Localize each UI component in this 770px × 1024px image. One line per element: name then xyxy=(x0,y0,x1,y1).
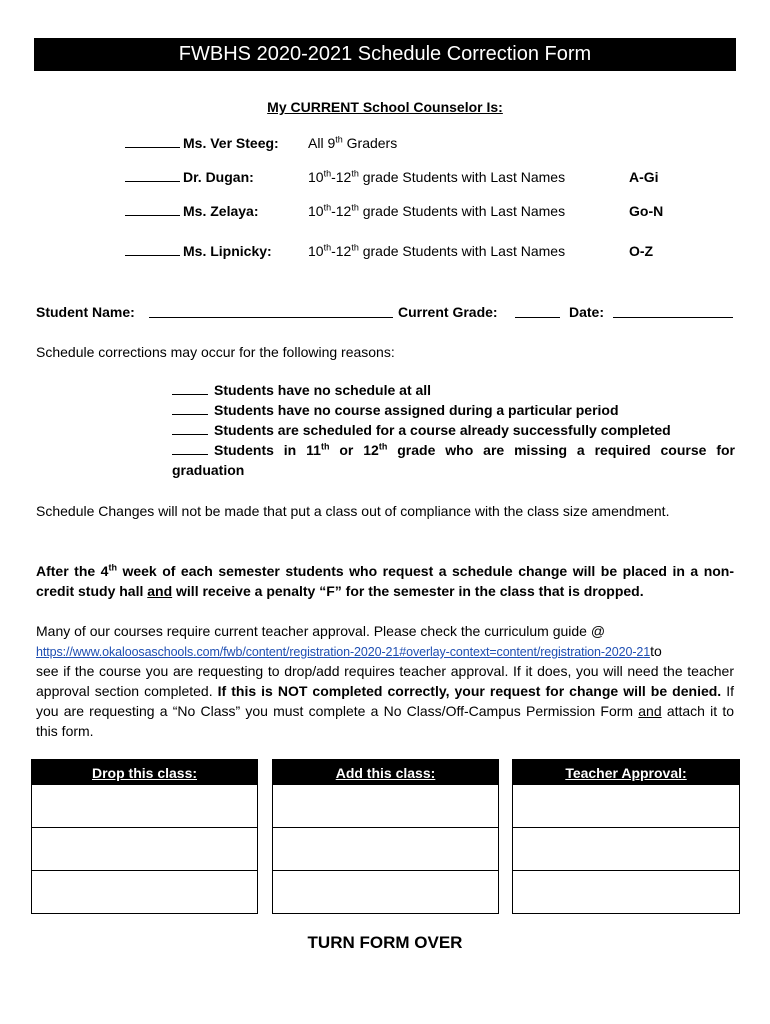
teacher-approval-table xyxy=(512,759,740,914)
counselor-description: 10th-12th grade Students with Last Names xyxy=(308,242,566,259)
drop-class-cell[interactable] xyxy=(32,784,257,827)
counselor-row xyxy=(0,167,770,187)
reason-item: Students are scheduled for a course already successfully completed xyxy=(172,420,735,440)
counselor-description: All 9th Graders xyxy=(308,134,398,151)
reason-check-blank[interactable] xyxy=(172,421,208,435)
counselor-heading: My CURRENT School Counselor Is: xyxy=(267,99,503,115)
counselor-check-blank[interactable] xyxy=(125,147,180,148)
drop-class-header: Drop this class: xyxy=(32,760,257,784)
teacher-approval-cell[interactable] xyxy=(513,827,739,870)
counselor-last-name-range: O-Z xyxy=(629,243,654,259)
add-class-cell[interactable] xyxy=(273,827,498,870)
counselor-row xyxy=(0,241,770,261)
drop-class-table xyxy=(31,759,258,914)
penalty-notice: After the 4th week of each semester students who request a schedule change will be placed in a non-credit study hall and will receive a penalty “F” for the semester in the class that is dropped. xyxy=(36,562,735,599)
counselor-description: 10th-12th grade Students with Last Names xyxy=(308,168,566,185)
counselor-name: Dr. Dugan: xyxy=(183,169,254,185)
reason-item: Students have no schedule at all xyxy=(172,380,735,400)
reasons-intro: Schedule corrections may occur for the following reasons: xyxy=(36,344,395,360)
add-class-cell[interactable] xyxy=(273,784,498,827)
curriculum-guide-link[interactable]: https://www.okaloosaschools.com/fwb/content/registration-2020-21#overlay-context=content/registration-2020-21 xyxy=(36,645,651,659)
reason-item: Students in 11th or 12th grade who are missing a required course for graduation xyxy=(172,441,735,478)
reasons-list xyxy=(172,380,735,480)
counselor-description: 10th-12th grade Students with Last Names xyxy=(308,202,566,219)
student-name-label: Student Name: xyxy=(36,304,135,320)
counselor-last-name-range: A-Gi xyxy=(629,169,659,185)
approval-note-body: see if the course you are requesting to drop/add requires teacher approval. If it does, you will need the teacher approval section completed. If this is NOT completed correctly, your request for change will be denied. If you are requesting a “No Class” you must complete a No Class/Off-Campus Permission Form and attach it to this form. xyxy=(36,663,735,739)
reason-check-blank[interactable] xyxy=(172,441,208,455)
link-suffix: to xyxy=(650,643,662,659)
student-name-field[interactable] xyxy=(149,317,393,318)
drop-class-cell[interactable] xyxy=(32,827,257,870)
approval-note-line1: Many of our courses require current teacher approval. Please check the curriculum guide @ xyxy=(36,623,606,639)
reason-check-blank[interactable] xyxy=(172,381,208,395)
class-size-note: Schedule Changes will not be made that put a class out of compliance with the class size amendment. xyxy=(36,503,670,519)
date-field[interactable] xyxy=(613,317,733,318)
add-class-table xyxy=(272,759,499,914)
curriculum-link-line xyxy=(36,641,736,662)
counselor-name: Ms. Zelaya: xyxy=(183,203,259,219)
current-grade-label: Current Grade: xyxy=(398,304,498,320)
teacher-approval-cell[interactable] xyxy=(513,784,739,827)
teacher-approval-cell[interactable] xyxy=(513,870,739,913)
counselor-check-blank[interactable] xyxy=(125,215,180,216)
counselor-check-blank[interactable] xyxy=(125,255,180,256)
add-class-header: Add this class: xyxy=(273,760,498,784)
add-class-cell[interactable] xyxy=(273,870,498,913)
turn-form-over: TURN FORM OVER xyxy=(307,933,463,952)
counselor-name: Ms. Ver Steeg: xyxy=(183,135,279,151)
counselor-row xyxy=(0,201,770,221)
reason-item: Students have no course assigned during a particular period xyxy=(172,400,735,420)
drop-class-cell[interactable] xyxy=(32,870,257,913)
teacher-approval-header: Teacher Approval: xyxy=(513,760,739,784)
student-info-row xyxy=(36,302,736,322)
counselor-name: Ms. Lipnicky: xyxy=(183,243,272,259)
counselor-last-name-range: Go-N xyxy=(629,203,664,219)
reason-check-blank[interactable] xyxy=(172,401,208,415)
counselor-check-blank[interactable] xyxy=(125,181,180,182)
counselor-row xyxy=(0,133,770,153)
date-label: Date: xyxy=(569,304,605,320)
current-grade-field[interactable] xyxy=(515,317,560,318)
form-title: FWBHS 2020-2021 Schedule Correction Form xyxy=(34,38,736,71)
